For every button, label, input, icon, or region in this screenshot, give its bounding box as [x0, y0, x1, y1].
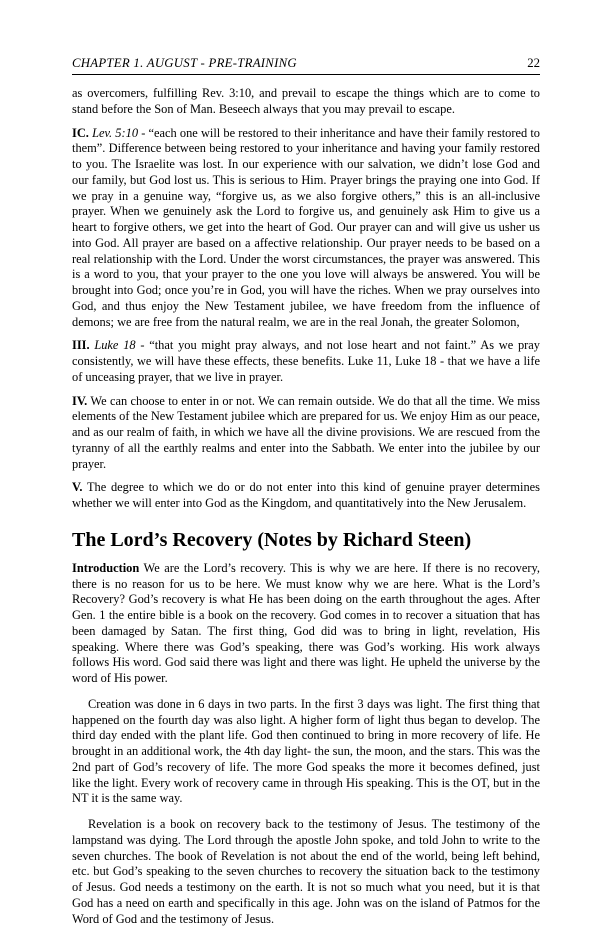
list-item-ic-marker: IC.: [72, 125, 89, 140]
introduction-marker: Introduction: [72, 560, 140, 575]
introduction-text: We are the Lord’s recovery. This is why we are here. If there is no recovery, there is no reason for us to be here. We must know why we are here. What is the Lord’s Recovery? God’s recovery is what He has been doing on the earth throughout the ages. After Gen. 1 the entire bible is a book on the recovery. God comes in to recover a situation that has been damaged by Satan. The first thing, God did was to bring in light, revelation, His speaking. Where there was God’s speaking, there was God’s working. His work always follows His word. God said there was light and there was light. He upheld the universe by the word of His power.: [72, 560, 540, 685]
list-item-ic-text: - “each one will be restored to their inheritance and have their family restored to them”. Difference between being restored to your inheritance and having your family restored to you. The Israelite was lost. In our experience with our salvation, we didn’t lose God and our family, but God lost us. This is serious to Him. Prayer brings the praying one into God. If we pray in a genuine way, “forgive us, as we also forgive others,” this is an all-inclusive prayer. When we genuinely ask the Lord to forgive us, and genuinely ask Him to give us a heart to forgive others, we get into the heart of God. Our prayer can and will give us usher us into God. All prayer are based on a affective relationship. Our prayer needs to be based on a real relationship with the Lord. Under the worst circumstances, the prayer was answered. This is a word to you, that your prayer to the one you love will always be answered. You will be brought into God; once you’re in God, you will have the riches. When we pray ourselves into God, and thus enjoy the New Testament jubilee, we have freedom from the influence of demons; we are free from the natural realm, we are in the real Jonah, the greater Solomon,: [72, 125, 540, 329]
list-item-iii-marker: III.: [72, 338, 90, 353]
list-item-ic-reference: Lev. 5:10: [92, 125, 139, 140]
list-item-v-marker: V.: [72, 480, 83, 495]
list-item-iv-marker: IV.: [72, 393, 88, 408]
page-header: [72, 56, 540, 71]
list-item-iii-text: - “that you might pray always, and not lose heart and not faint.” As we pray consistently, we will have these effects, these benefits. Luke 11, Luke 18 - that we have a life of unceasing prayer, that we live in prayer.: [72, 338, 541, 384]
section-heading: The Lord’s Recovery (Notes by Richard Steen): [72, 528, 472, 551]
list-item-iv: [72, 394, 540, 473]
list-item-ic: [72, 126, 540, 331]
paragraph-revelation: Revelation is a book on recovery back to the testimony of Jesus. The testimony of the lampstand was dying. The Lord through the apostle John spoke, and told John to write to the seven churches. The book of Revelation is not about the end of the world, being left behind, etc. but God’s speaking to the seven churches to recovery the situation back to the testimony of Jesus. God needs a testimony on the earth. It is not so much what you need, but it is that God has a need on earth and specifically in this age. John was on the island of Patmos for the Word of God and the testimony of Jesus.: [72, 817, 540, 926]
chapter-title: CHAPTER 1. AUGUST - PRE-TRAINING: [72, 56, 297, 70]
paragraph-introduction: [72, 561, 540, 687]
paragraph-creation: Creation was done in 6 days in two parts. In the first 3 days was light. The first thing that happened on the fourth day was also light. A higher form of light thus began to develop. The third day ended with the plant life. God then continued to bring in more recovery of life. He brought in an additional work, the 4th day light- the sun, the moon, and the stars. This was the 2nd part of God’s recovery of life. The more God speaks the more it becomes defined, just like the light. Every work of recovery came in through His speaking. This is the OT, but in the NT it is the same way.: [72, 696, 540, 806]
list-item-v-text: The degree to which we do or do not enter into this kind of genuine prayer determines whether we will enter into God as the Kingdom, and quantitatively into the New Jerusalem.: [72, 480, 540, 510]
page-number: 22: [527, 56, 540, 70]
list-item-iii-reference: Luke 18: [94, 338, 136, 353]
list-item-iv-text: We can choose to enter in or not. We can remain outside. We do that all the time. We miss elements of the New Testament jubilee which are prepared for us. We enjoy Him as our peace, and as our realm of faith, in which we have all the divine provisions. We are rescued from the tyranny of all the earthly realms and enter into the Sabbath. We enter into the jubilee by our prayer.: [72, 393, 540, 471]
list-item-v: [72, 480, 540, 512]
header-rule: [72, 74, 540, 75]
paragraph-top: as overcomers, fulfilling Rev. 3:10, and prevail to escape the things which are to come to stand before the Son of Man. Beseech always that you may prevail to escape.: [72, 86, 540, 116]
list-item-iii: [72, 338, 540, 385]
